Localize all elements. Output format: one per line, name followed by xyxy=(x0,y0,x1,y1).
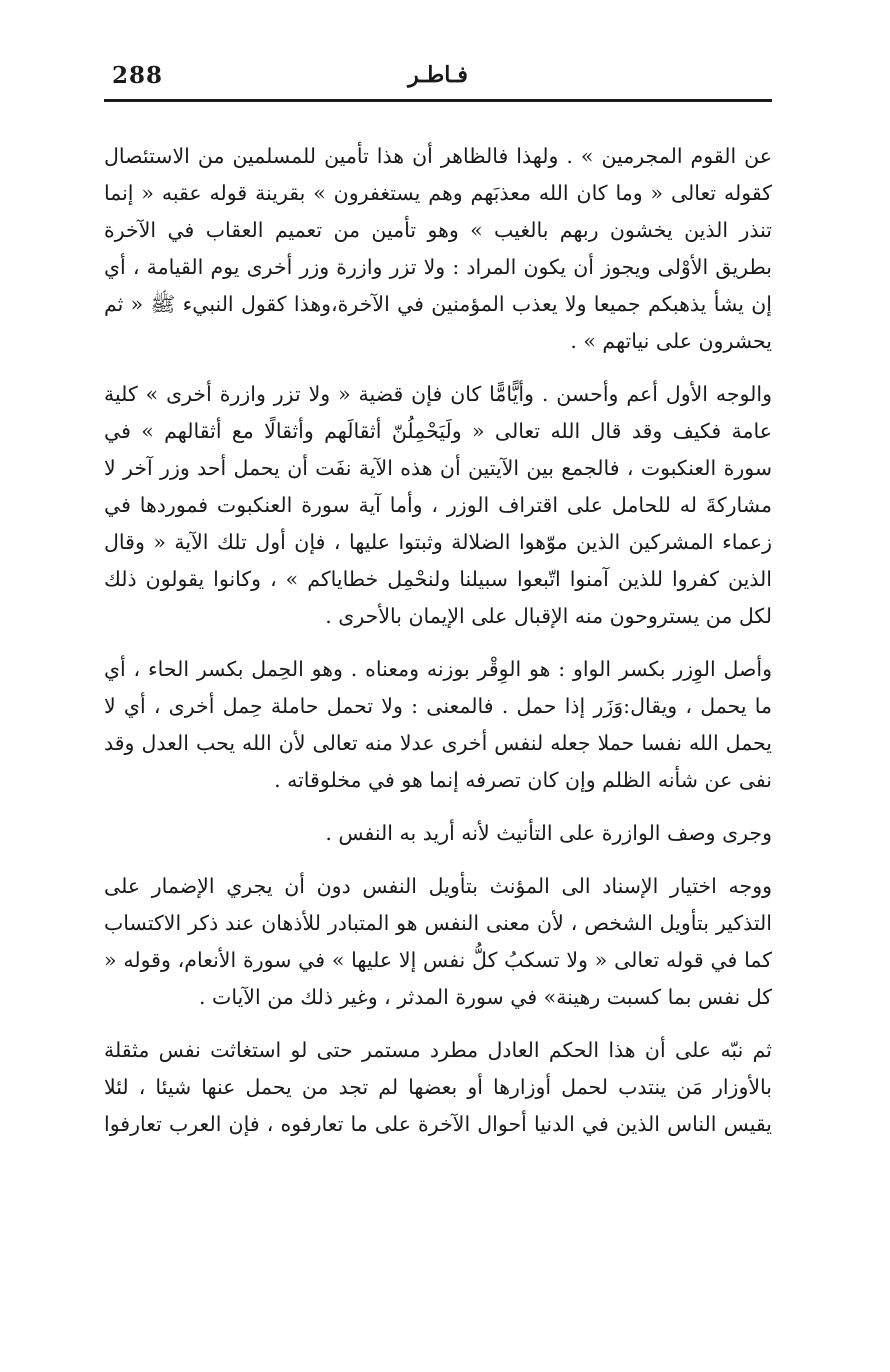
page-number: 288 xyxy=(112,62,164,89)
surah-title: فـاطـر xyxy=(408,62,468,88)
paragraph-6: ثم نبّه على أن هذا الحكم العادل مطرد مستمر حتى لو استغاثت نفس مثقلة بالأوزار مَن ينتدب لحمل أوزارها أو بعضها لم تجد من يحمل عنها شيئا ، لئلا يقيس الناس الذين في الدنيا أحوال الآخرة على ما تعارفوه ، فإن العرب تعارفوا xyxy=(104,1038,772,1136)
paragraph-4: وجرى وصف الوازرة على التأنيث لأنه أريد به النفس . xyxy=(325,821,772,845)
paragraph-5: ووجه اختيار الإسناد الى المؤنث بتأويل النفس دون أن يجري الإضمار على التذكير بتأويل الشخص ، لأن معنى النفس هو المتبادر للأذهان عند ذكر الاكتساب كما في قوله تعالى « ولا تسكبُ كلُّ نفس إلا عليها » في سورة الأنعام، وقوله « كل نفس بما كسبت رهينة» في سورة المدثر ، وغير ذلك من الآيات . xyxy=(104,874,772,1009)
paragraph-2: والوجه الأول أعم وأحسن . وأيًّامًّا كان فإن قضية « ولا تزر وازرة أخرى » كلية عامة فكيف وقد قال الله تعالى « ولَيَحْمِلُنّ أثقالَهم وأثقالًا مع أثقالهم » في سورة العنكبوت ، فالجمع بين الآيتين أن هذه الآية نفَت أن يحمل أحد وزر آخر لا مشاركةَ له للحامل على اقتراف الوزر ، وأما آية سورة العنكبوت فموردها في زعماء المشركين الذين موّهوا الضلالة وثبتوا عليها ، فإن أول تلك الآية « وقال الذين كفروا للذين آمنوا اتّبعوا سبيلنا ولنحْمِل خطاياكم » ، وكانوا يقولون ذلك لكل من يستروحون منه الإقبال على الإيمان بالأحرى . xyxy=(104,382,772,628)
paragraph-1: عن القوم المجرمين » . ولهذا فالظاهر أن هذا تأمين للمسلمين من الاستئصال كقوله تعالى « وما كان الله معذبَهم وهم يستغفرون » بقرينة قوله عقبه « إنما تنذر الذين يخشون ربهم بالغيب » وهو تأمين من تعميم العقاب في الآخرة بطريق الأوْلى ويجوز أن يكون المراد : ولا تزر وازرة وزر أخرى يوم القيامة ، أي إن يشأ يذهبكم جميعا ولا يعذب المؤمنين في الآخرة،وهذا كقول النبيء ﷺ « ثم يحشرون على نياتهم » . xyxy=(104,144,772,353)
header-divider xyxy=(104,99,772,102)
paragraph-3: وأصل الوِزر بكسر الواو : هو الوِقْر بوزنه ومعناه . وهو الحِمل بكسر الحاء ، أي ما يحمل ، ويقال:وَزَر إذا حمل . فالمعنى : ولا تحمل حاملة حِمل أخرى ، أي لا يحمل الله نفسا حملا جعله لنفس أخرى عدلا منه تعالى لأن الله يحب العدل وقد نفى عن شأنه الظلم وإن كان تصرفه إنما هو في مخلوقاته . xyxy=(104,657,772,792)
page-header xyxy=(104,58,772,98)
body-text xyxy=(104,138,772,1159)
